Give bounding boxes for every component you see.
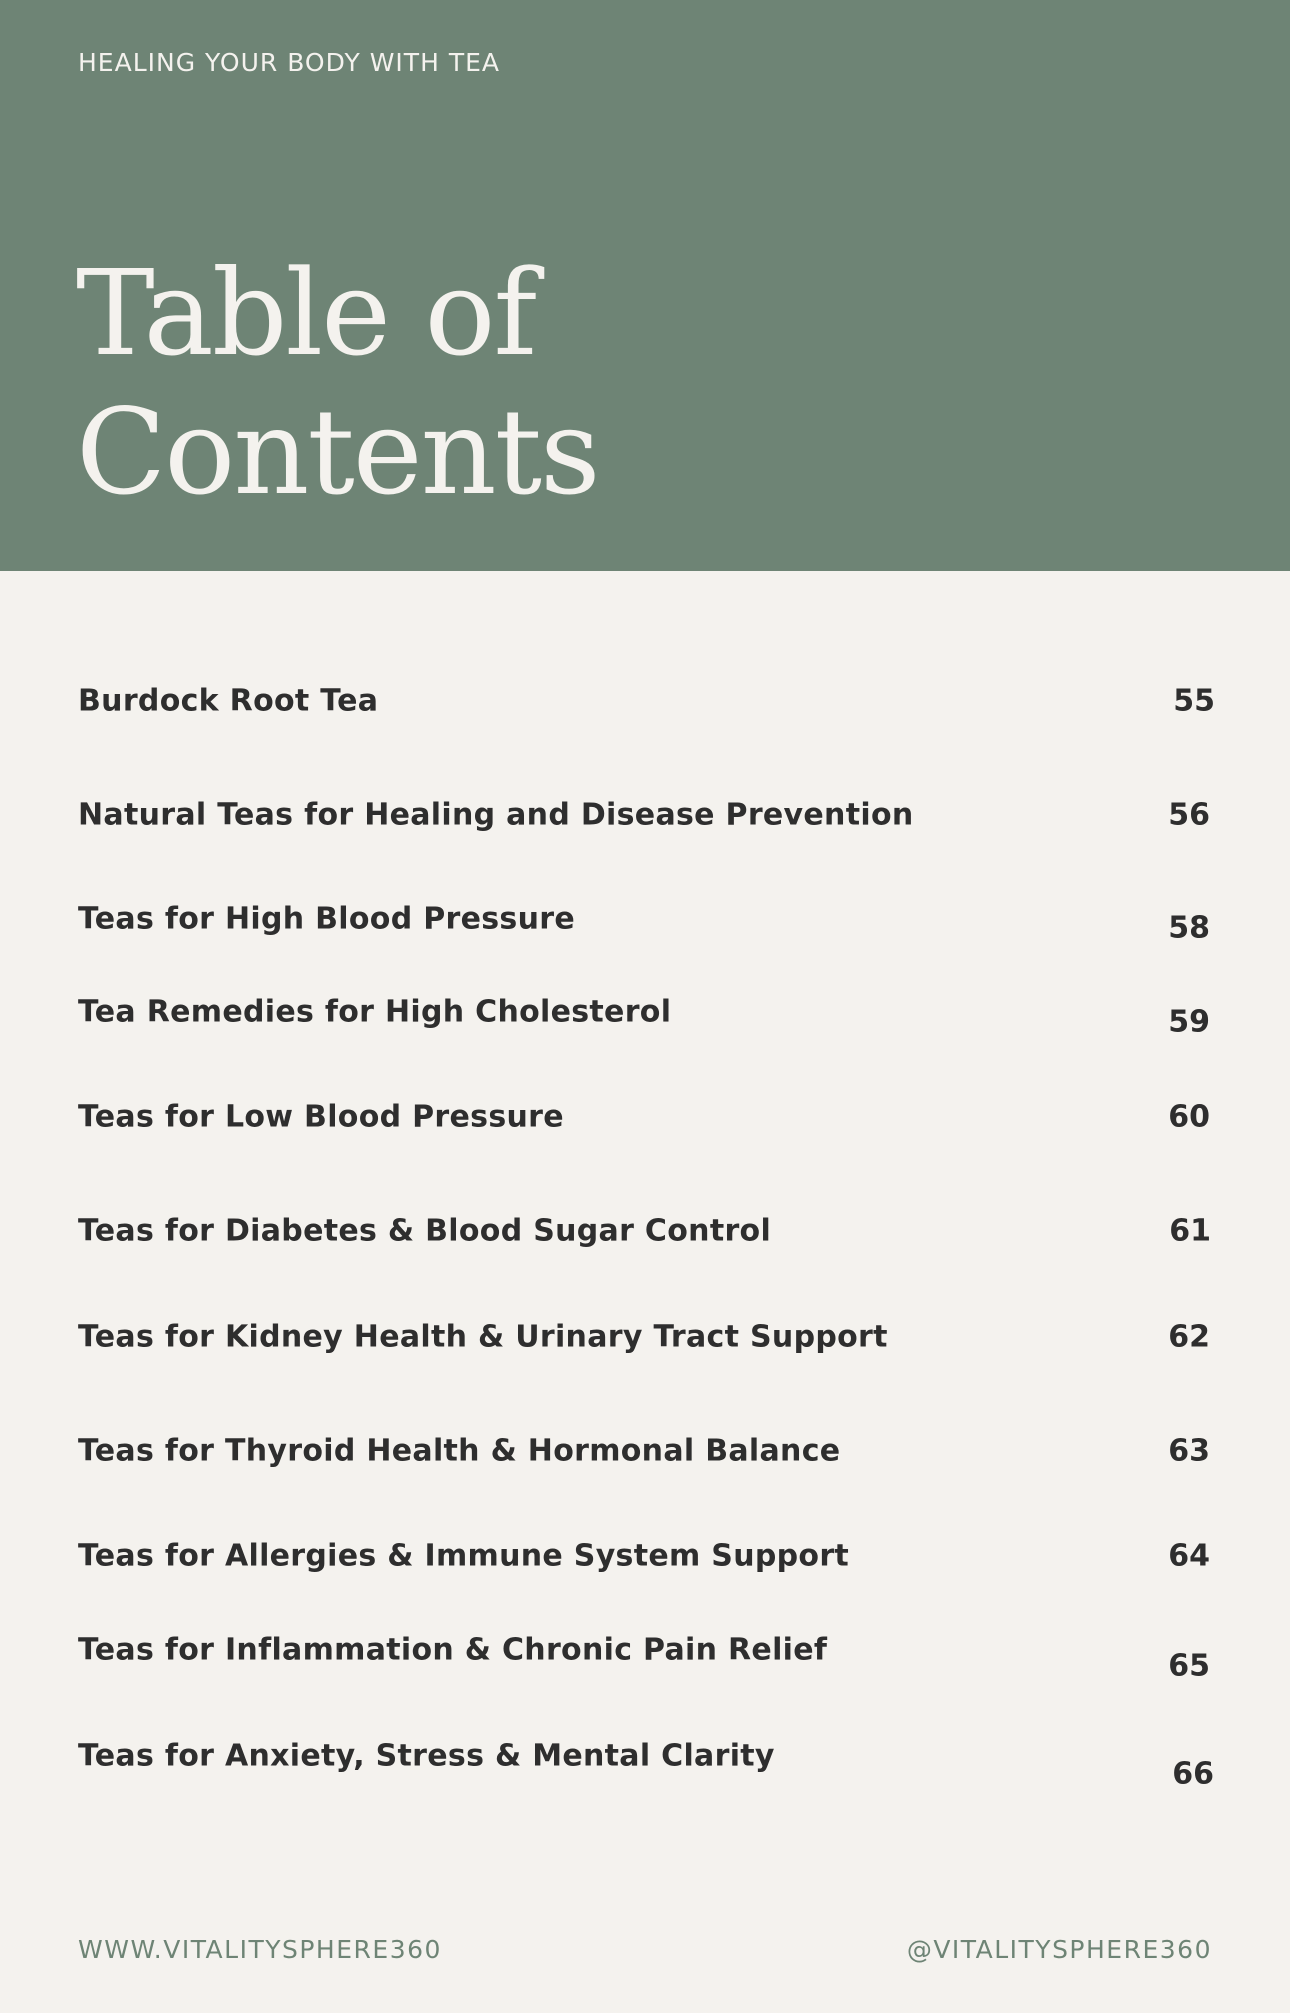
toc-entry-title: Teas for Thyroid Health & Hormonal Balance xyxy=(78,1433,841,1469)
toc-entry-page: 56 xyxy=(1168,797,1210,833)
toc-entry-title: Teas for Inflammation & Chronic Pain Relief xyxy=(78,1632,828,1668)
toc-entry-page: 65 xyxy=(1168,1648,1210,1684)
toc-entry-page: 60 xyxy=(1168,1099,1210,1135)
toc-entry-page: 55 xyxy=(1173,683,1215,719)
toc-entry-page: 59 xyxy=(1168,1004,1210,1040)
toc-entry-title: Teas for Anxiety, Stress & Mental Clarity xyxy=(78,1738,775,1774)
toc-entry-title: Teas for Low Blood Pressure xyxy=(78,1099,564,1135)
toc-entry-title: Tea Remedies for High Cholesterol xyxy=(78,994,672,1030)
toc-entry-title: Teas for Allergies & Immune System Support xyxy=(78,1538,850,1574)
toc-entry-title: Teas for Diabetes & Blood Sugar Control xyxy=(78,1213,772,1249)
toc-entry-page: 62 xyxy=(1168,1319,1210,1355)
footer-social-handle[interactable]: @VITALITYSPHERE360 xyxy=(906,1935,1212,1964)
page-title-line-1: Table of xyxy=(76,244,536,382)
toc-entry-page: 64 xyxy=(1168,1538,1210,1574)
page-title-line-2: Contents xyxy=(76,383,599,521)
footer-website[interactable]: WWW.VITALITYSPHERE360 xyxy=(78,1935,442,1964)
toc-entry-title: Teas for Kidney Health & Urinary Tract Support xyxy=(78,1319,888,1355)
toc-entry-page: 58 xyxy=(1168,910,1210,946)
toc-entry-title: Natural Teas for Healing and Disease Prevention xyxy=(78,797,914,833)
toc-entry-title: Teas for High Blood Pressure xyxy=(78,901,575,937)
toc-entry-title: Burdock Root Tea xyxy=(78,683,379,719)
toc-entry-page: 61 xyxy=(1169,1213,1211,1249)
book-title: HEALING YOUR BODY WITH TEA xyxy=(78,48,500,77)
toc-entry-page: 63 xyxy=(1168,1433,1210,1469)
toc-entry-page: 66 xyxy=(1172,1756,1214,1792)
